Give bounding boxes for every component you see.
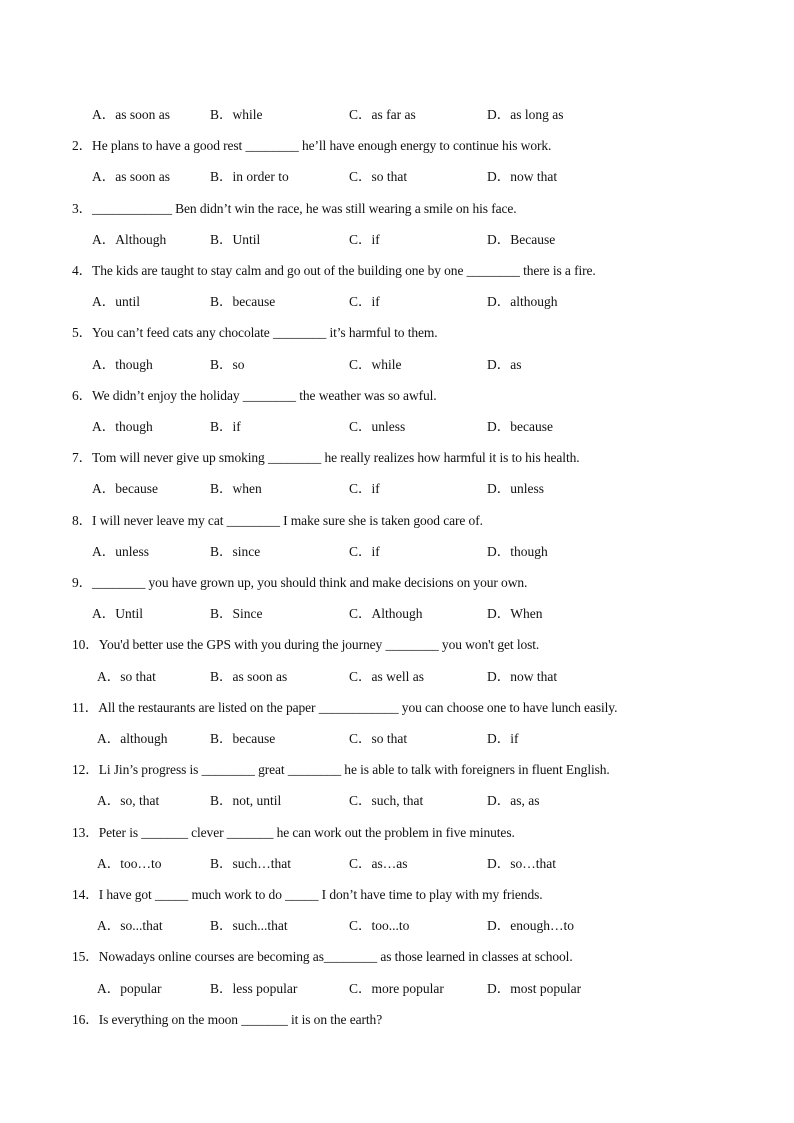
- options-row: [0, 602, 794, 620]
- option-d[interactable]: D．now that: [487, 668, 558, 684]
- option-b[interactable]: B．such...that: [210, 918, 288, 934]
- options-row: [0, 540, 794, 558]
- option-b[interactable]: B．so: [210, 356, 245, 372]
- option-c[interactable]: C．more popular: [349, 980, 444, 996]
- option-a[interactable]: A．unless: [92, 543, 149, 559]
- option-d[interactable]: D．although: [487, 294, 558, 310]
- option-c[interactable]: C．so that: [349, 169, 408, 185]
- question-text: 5．You can’t feed cats any chocolate ________ it’s harmful to them.: [72, 325, 438, 341]
- option-c[interactable]: C．if: [349, 481, 380, 497]
- option-b[interactable]: B．if: [210, 419, 241, 434]
- option-d[interactable]: D．Because: [487, 231, 556, 247]
- option-b[interactable]: B．such…that: [210, 855, 291, 871]
- options-row: [0, 353, 794, 371]
- option-a[interactable]: A．Until: [92, 606, 144, 622]
- option-b[interactable]: B．when: [210, 481, 262, 497]
- option-c[interactable]: C．if: [349, 543, 380, 559]
- options-row: [0, 290, 794, 308]
- option-b[interactable]: B．since: [210, 543, 261, 559]
- question-text: 3．____________ Ben didn’t win the race, he was still wearing a smile on his face.: [72, 200, 517, 216]
- question-text: 6．We didn’t enjoy the holiday ________ the weather was so awful.: [72, 387, 437, 403]
- option-a[interactable]: A．because: [92, 481, 158, 497]
- option-a[interactable]: A．so that: [97, 668, 156, 684]
- option-c[interactable]: C．as well as: [349, 668, 424, 684]
- question-text: 7．Tom will never give up smoking ________ he really realizes how harmful it is to his health.: [72, 450, 580, 466]
- option-a[interactable]: A．though: [92, 356, 153, 372]
- option-d[interactable]: D．as, as: [487, 793, 540, 809]
- option-b[interactable]: B．because: [210, 294, 276, 310]
- option-d[interactable]: D．as long as: [487, 107, 564, 122]
- options-row: [0, 477, 794, 495]
- option-b[interactable]: B．as soon as: [210, 668, 288, 684]
- option-c[interactable]: C．too...to: [349, 918, 410, 934]
- option-b[interactable]: B．Since: [210, 606, 263, 622]
- option-d[interactable]: D．as: [487, 356, 522, 372]
- question-text: 13．Peter is _______ clever _______ he can work out the problem in five minutes.: [72, 824, 515, 840]
- option-d[interactable]: D．most popular: [487, 980, 582, 996]
- option-a[interactable]: A．Although: [92, 231, 167, 247]
- option-d[interactable]: D．enough…to: [487, 918, 574, 934]
- option-a[interactable]: A．although: [97, 731, 168, 746]
- question-text: 14．I have got _____ much work to do _____ I don’t have time to play with my friends.: [72, 887, 543, 902]
- option-c[interactable]: C．Although: [349, 606, 423, 622]
- option-a[interactable]: A．popular: [97, 980, 162, 996]
- option-a[interactable]: A．too…to: [97, 855, 162, 871]
- options-row: [0, 852, 794, 870]
- option-a[interactable]: A．so...that: [97, 918, 163, 934]
- option-b[interactable]: B．not, until: [210, 793, 282, 809]
- option-c[interactable]: C．unless: [349, 419, 406, 434]
- option-b[interactable]: B．in order to: [210, 169, 289, 185]
- question-text: 2．He plans to have a good rest ________ he’ll have enough energy to continue his work.: [72, 138, 552, 154]
- options-row: [0, 977, 794, 995]
- options-row: [0, 415, 794, 433]
- question-text: 9．________ you have grown up, you should think and make decisions on your own.: [72, 575, 528, 590]
- option-c[interactable]: C．as…as: [349, 855, 408, 871]
- option-c[interactable]: C．while: [349, 356, 402, 372]
- question-text: 8．I will never leave my cat ________ I make sure she is taken good care of.: [72, 512, 483, 528]
- option-c[interactable]: C．if: [349, 231, 380, 247]
- options-row: [0, 727, 794, 745]
- options-row: [0, 665, 794, 683]
- option-d[interactable]: D．now that: [487, 169, 558, 185]
- option-d[interactable]: D．unless: [487, 481, 544, 497]
- question-text: 16．Is everything on the moon _______ it is on the earth?: [72, 1011, 383, 1027]
- option-b[interactable]: B．because: [210, 731, 276, 746]
- option-d[interactable]: D．if: [487, 731, 519, 746]
- question-text: 10．You'd better use the GPS with you during the journey ________ you won't get lost.: [72, 637, 540, 653]
- question-text: 4．The kids are taught to stay calm and go out of the building one by one ________ there is a fire.: [72, 263, 596, 278]
- option-b[interactable]: B．less popular: [210, 980, 298, 996]
- option-a[interactable]: A．as soon as: [92, 107, 170, 122]
- question-text: 11．All the restaurants are listed on the paper ____________ you can choose one to have lunch easily.: [72, 699, 618, 715]
- option-a[interactable]: A．so, that: [97, 793, 160, 809]
- question-text: 12．Li Jin’s progress is ________ great ________ he is able to talk with foreigners in fluent English.: [72, 762, 610, 778]
- option-a[interactable]: A．though: [92, 419, 153, 434]
- options-row: [0, 228, 794, 246]
- option-c[interactable]: C．such, that: [349, 793, 424, 809]
- option-c[interactable]: C．if: [349, 294, 380, 310]
- option-b[interactable]: B．Until: [210, 231, 261, 247]
- options-row: [0, 789, 794, 807]
- option-a[interactable]: A．as soon as: [92, 169, 170, 185]
- options-row: [0, 914, 794, 932]
- option-d[interactable]: D．so…that: [487, 855, 556, 871]
- option-c[interactable]: C．as far as: [349, 107, 416, 122]
- options-row: [0, 103, 794, 121]
- question-text: 15．Nowadays online courses are becoming as________ as those learned in classes at school.: [72, 949, 573, 965]
- option-d[interactable]: D．though: [487, 543, 548, 559]
- options-row: [0, 165, 794, 183]
- option-c[interactable]: C．so that: [349, 731, 408, 746]
- option-a[interactable]: A．until: [92, 294, 141, 310]
- option-d[interactable]: D．When: [487, 606, 543, 622]
- option-d[interactable]: D．because: [487, 419, 553, 434]
- option-b[interactable]: B．while: [210, 107, 263, 122]
